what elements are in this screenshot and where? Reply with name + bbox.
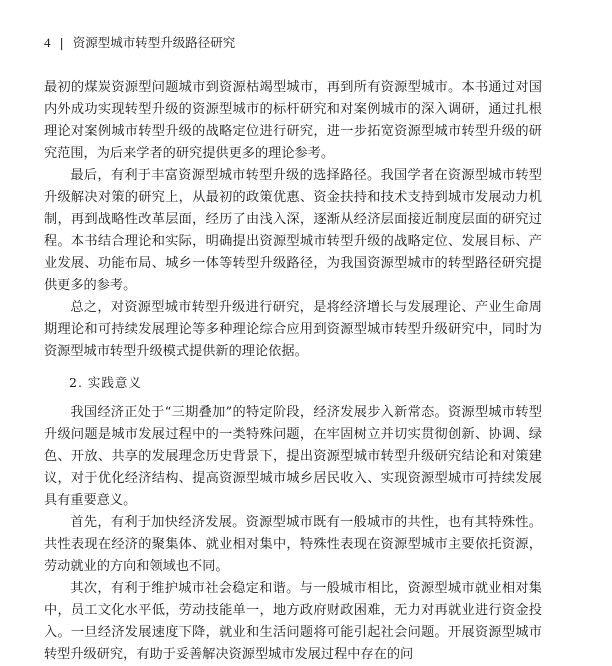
- section-heading: 2. 实践意义: [69, 375, 142, 390]
- paragraph: 总之，对资源型城市转型升级进行研究，是将经济增长与发展理论、产业生命周期理论和可持续发展理论等多种理论综合应用到资源型城市转型升级研究中，同时为资源型城市转型升级模式提供新的理论依据。: [44, 300, 542, 359]
- body-text: [44, 77, 542, 666]
- paragraph: 我国经济正处于“三期叠加”的特定阶段，经济发展步入新常态。资源型城市转型升级问题是城市发展过程中的一类特殊问题，在牢固树立并切实贯彻创新、协调、绿色、开放、共享的发展理念历史背景下，提出资源型城市转型升级研究结论和对策建议，对于优化经济结构、提高资源型城市城乡居民收入、实现资源型城市可持续发展具有重要意义。: [44, 405, 542, 508]
- header-separator: |: [59, 35, 64, 50]
- paragraph: 最后，有利于丰富资源型城市转型升级的选择路径。我国学者在资源型城市转型升级解决对策的研究上，从最初的政策优惠、资金扶持和技术支持到城市发展动力机制，再到战略性改革层面，经历了由浅入深，逐渐从经济层面接近制度层面的研究过程。本书结合理论和实际，明确提出资源型城市转型升级的战略定位、发展目标、产业发展、功能布局、城乡一体等转型升级路径，为我国资源型城市的转型路径研究提供更多的参考。: [44, 168, 542, 293]
- paragraph-continued: 最初的煤炭资源型问题城市到资源枯竭型城市，再到所有资源型城市。本书通过对国内外成功实现转型升级的资源型城市的标杆研究和对案例城市的深入调研，通过扎根理论对案例城市转型升级的战略定位进行研究，进一步拓宽资源型城市转型升级的研究范围，为后来学者的研究提供更多的理论参考。: [44, 80, 542, 161]
- paragraph: 其次，有利于维护城市社会稳定和谐。与一般城市相比，资源型城市就业相对集中，员工文化水平低，劳动技能单一，地方政府财政困难，无力对再就业进行资金投入。一旦经济发展速度下降，就业和生活问题将可能引起社会问题。开展资源型城市转型升级研究，有助于妥善解决资源型城市发展过程中存在的问: [44, 581, 542, 662]
- running-header: [44, 35, 235, 51]
- paragraph: 首先，有利于加快经济发展。资源型城市既有一般城市的共性，也有其特殊性。共性表现在经济的聚集体、就业相对集中，特殊性表现在资源型城市主要依托资源，劳动就业的方向和领域也不同。: [44, 515, 542, 574]
- page-number: 4: [44, 35, 51, 50]
- book-title: 资源型城市转型升级路径研究: [72, 35, 236, 50]
